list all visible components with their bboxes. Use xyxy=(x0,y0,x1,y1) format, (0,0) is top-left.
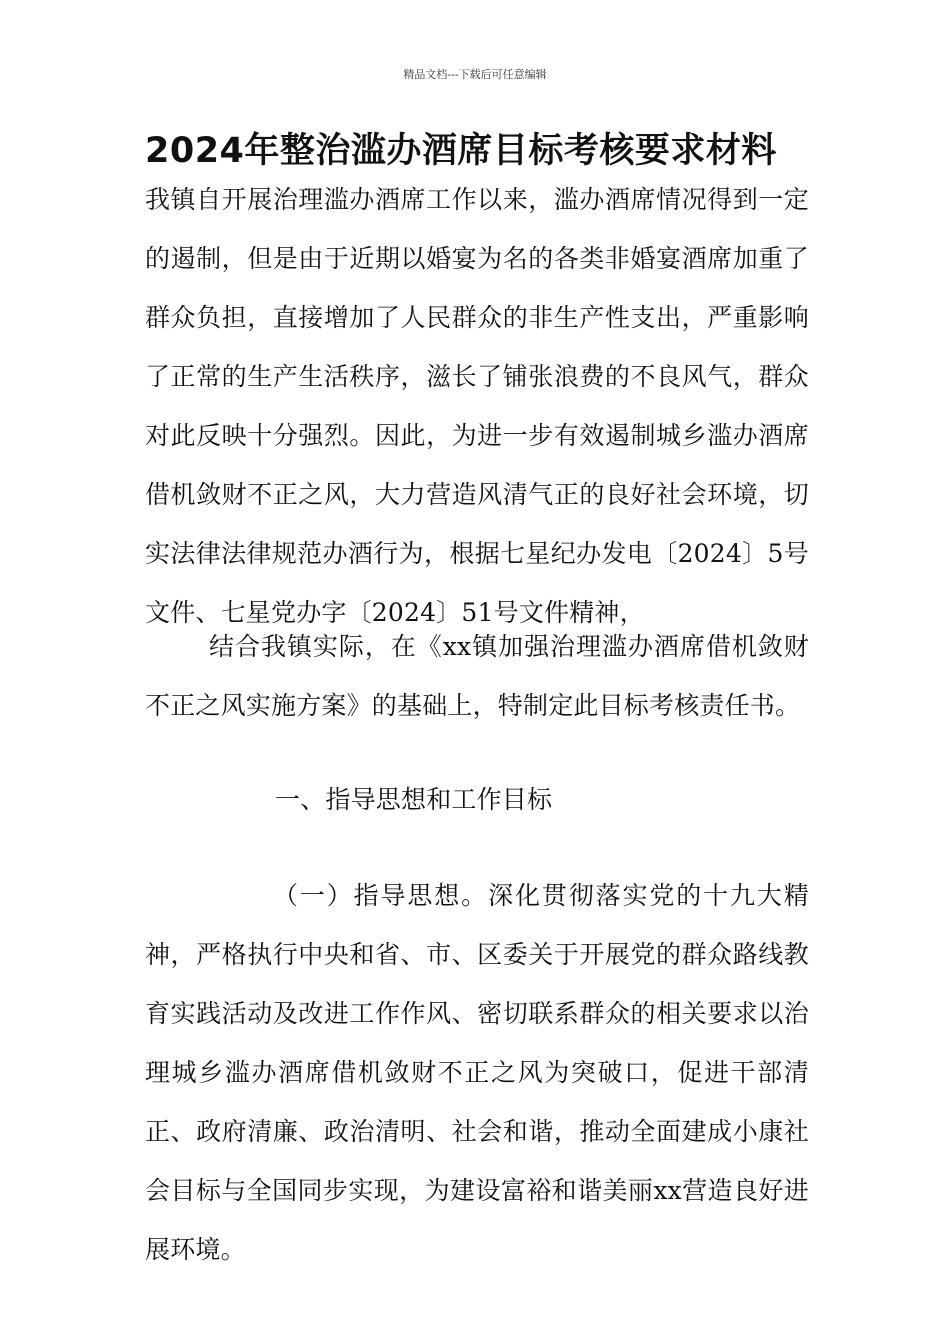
body-paragraph-intro: 我镇自开展治理滥办酒席工作以来，滥办酒席情况得到一定的遏制，但是由于近期以婚宴为名的各类非婚宴酒席加重了群众负担，直接增加了人民群众的非生产性支出，严重影响了正常的生产生活秩序，滋长了铺张浪费的不良风气，群众对此反映十分强烈。因此，为进一步有效遏制城乡滥办酒席借机敛财不正之风，大力营造风清气正的良好社会环境，切实法律法律规范办酒行为，根据七星纪办发电〔2024〕5号文件、七星党办字〔2024〕51号文件精神， xyxy=(145,185,809,627)
body-paragraph-guiding-thought: （一）指导思想。深化贯彻落实党的十九大精神，严格执行中央和省、市、区委关于开展党的群众路线教育实践活动及改进工作作风、密切联系群众的相关要求以治理城乡滥办酒席借机敛财不正之风为突破口，促进干部清正、政府清廉、政治清明、社会和谐，推动全面建成小康社会目标与全国同步实现，为建设富裕和谐美丽xx营造良好进展环境。 xyxy=(145,881,809,1264)
document-title: 2024年整治滥办酒席目标考核要求材料 xyxy=(145,131,777,171)
body-paragraph-purpose: 结合我镇实际，在《xx镇加强治理滥办酒席借机敛财不正之风实施方案》的基础上，特制定此目标考核责任书。 xyxy=(145,632,809,720)
section-heading: 一、指导思想和工作目标 xyxy=(275,785,553,814)
page-header: 精品文档---下载后可任意编辑 xyxy=(403,68,547,81)
